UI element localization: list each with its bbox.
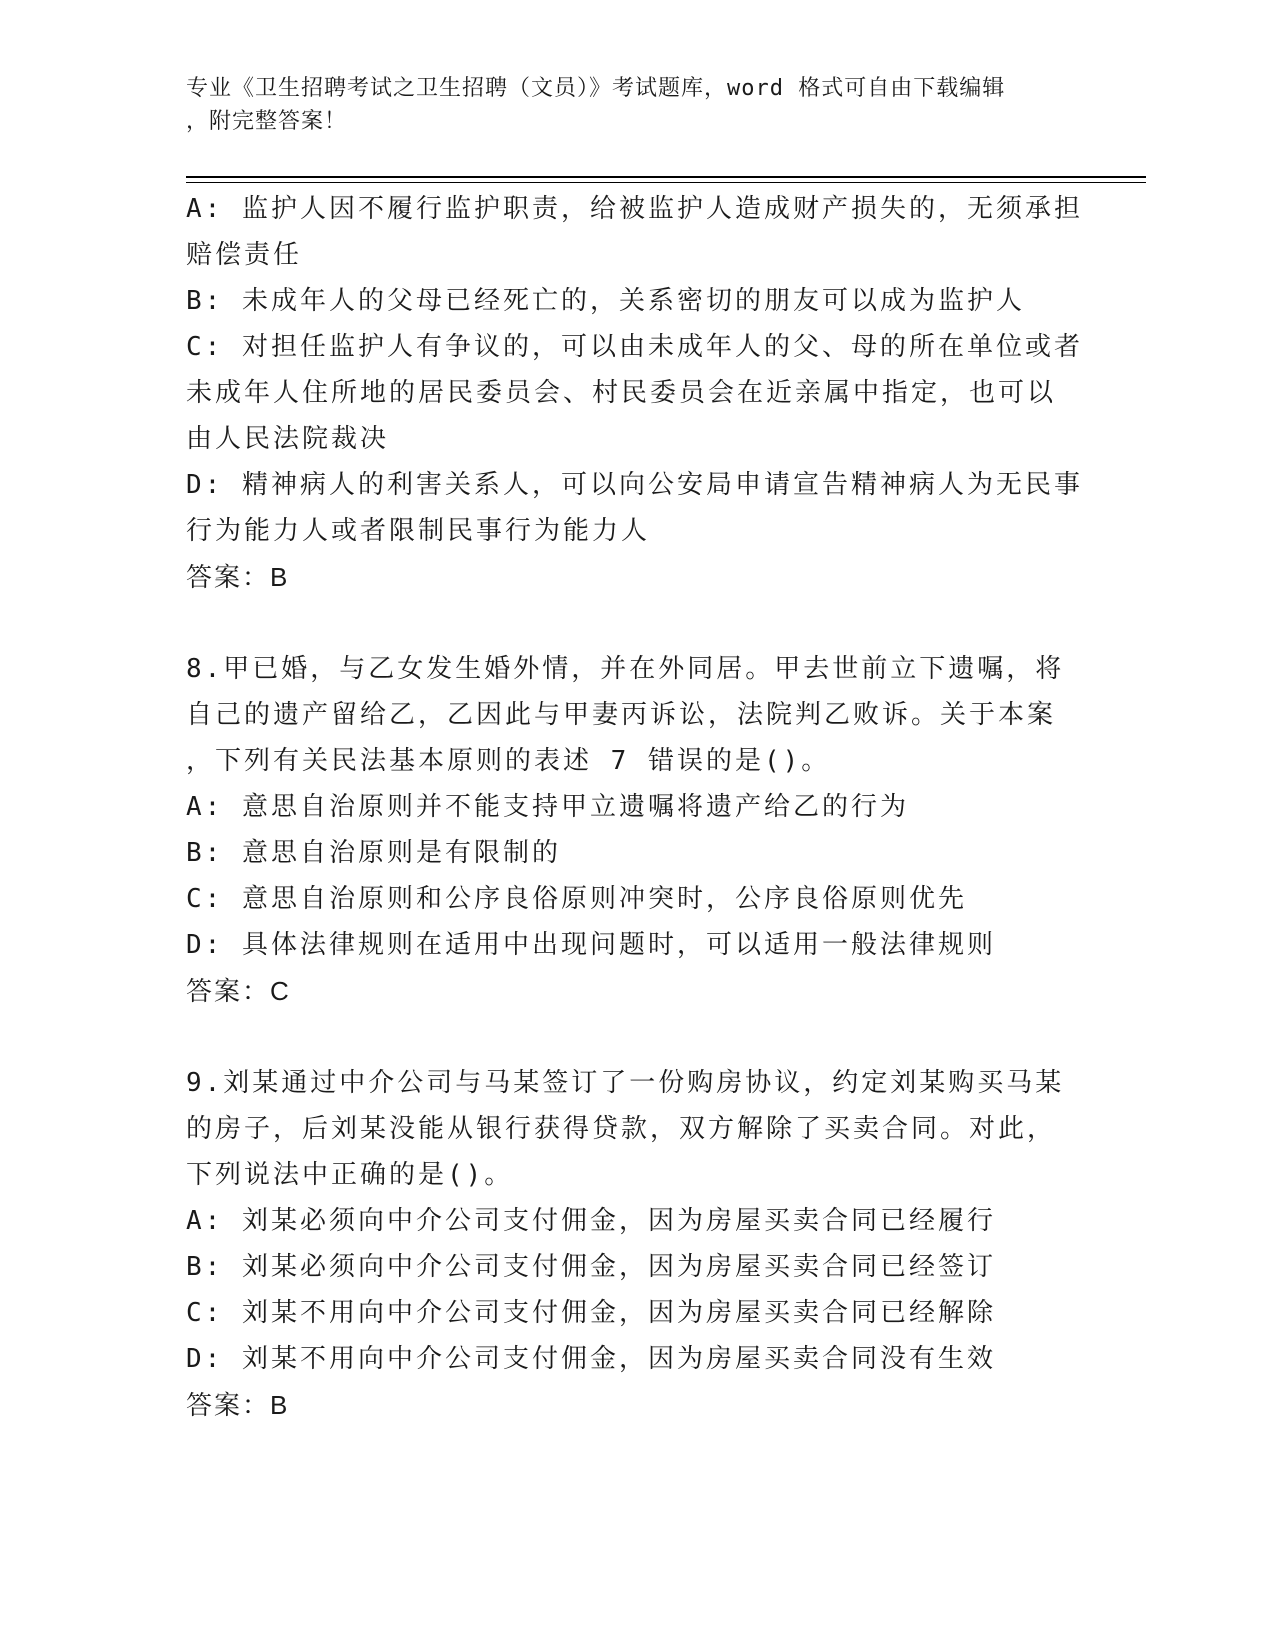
option-a: A: 刘某必须向中介公司支付佣金，因为房屋买卖合同已经履行 (186, 1206, 996, 1236)
answer: 答案：B (186, 1390, 290, 1420)
option-c-line-1: C: 对担任监护人有争议的，可以由未成年人的父、母的所在单位或者 (186, 332, 1083, 362)
header-line-1: 专业《卫生招聘考试之卫生招聘（文员）》考试题库，word 格式可自由下载编辑 (186, 76, 1006, 101)
header-rule-thick (186, 176, 1146, 178)
option-a-line-2: 赔偿责任 (186, 240, 303, 270)
question-9 (186, 1060, 1086, 1428)
question-stem-line-3: 下列说法中正确的是()。 (186, 1160, 514, 1190)
option-d: D: 刘某不用向中介公司支付佣金，因为房屋买卖合同没有生效 (186, 1344, 996, 1374)
question-stem-line-3: ，下列有关民法基本原则的表述 7 错误的是()。 (186, 746, 831, 776)
answer: 答案：B (186, 562, 290, 592)
question-stem-line-1: 9.刘某通过中介公司与马某签订了一份购房协议，约定刘某购买马某 (186, 1068, 1065, 1098)
option-b: B: 刘某必须向中介公司支付佣金，因为房屋买卖合同已经签订 (186, 1252, 996, 1282)
question-stem-line-2: 自己的遗产留给乙，乙因此与甲妻丙诉讼，法院判乙败诉。关于本案 (186, 700, 1057, 730)
option-c-line-2: 未成年人住所地的居民委员会、村民委员会在近亲属中指定，也可以 (186, 378, 1057, 408)
header-line-2: ，附完整答案！ (186, 109, 348, 134)
question-list (186, 186, 1086, 1428)
option-b: B: 意思自治原则是有限制的 (186, 838, 561, 868)
header-rule-thin (186, 182, 1146, 183)
option-a: A: 意思自治原则并不能支持甲立遗嘱将遗产给乙的行为 (186, 792, 909, 822)
spacer (186, 1014, 1086, 1060)
option-c: C: 刘某不用向中介公司支付佣金，因为房屋买卖合同已经解除 (186, 1298, 996, 1328)
option-c: C: 意思自治原则和公序良俗原则冲突时，公序良俗原则优先 (186, 884, 967, 914)
spacer (186, 600, 1086, 646)
question-stem-line-2: 的房子，后刘某没能从银行获得贷款，双方解除了买卖合同。对此， (186, 1114, 1057, 1144)
question-stem-line-1: 8.甲已婚，与乙女发生婚外情，并在外同居。甲去世前立下遗嘱，将 (186, 654, 1065, 684)
document-header (186, 72, 1086, 138)
option-c-line-3: 由人民法院裁决 (186, 424, 390, 454)
option-d: D: 具体法律规则在适用中出现问题时，可以适用一般法律规则 (186, 930, 996, 960)
question-7 (186, 186, 1086, 600)
option-b: B: 未成年人的父母已经死亡的，关系密切的朋友可以成为监护人 (186, 286, 1025, 316)
option-d-line-1: D: 精神病人的利害关系人，可以向公安局申请宣告精神病人为无民事 (186, 470, 1083, 500)
option-a-line-1: A: 监护人因不履行监护职责，给被监护人造成财产损失的，无须承担 (186, 194, 1083, 224)
answer: 答案：C (186, 976, 291, 1006)
option-d-line-2: 行为能力人或者限制民事行为能力人 (186, 516, 651, 546)
question-8 (186, 646, 1086, 1014)
